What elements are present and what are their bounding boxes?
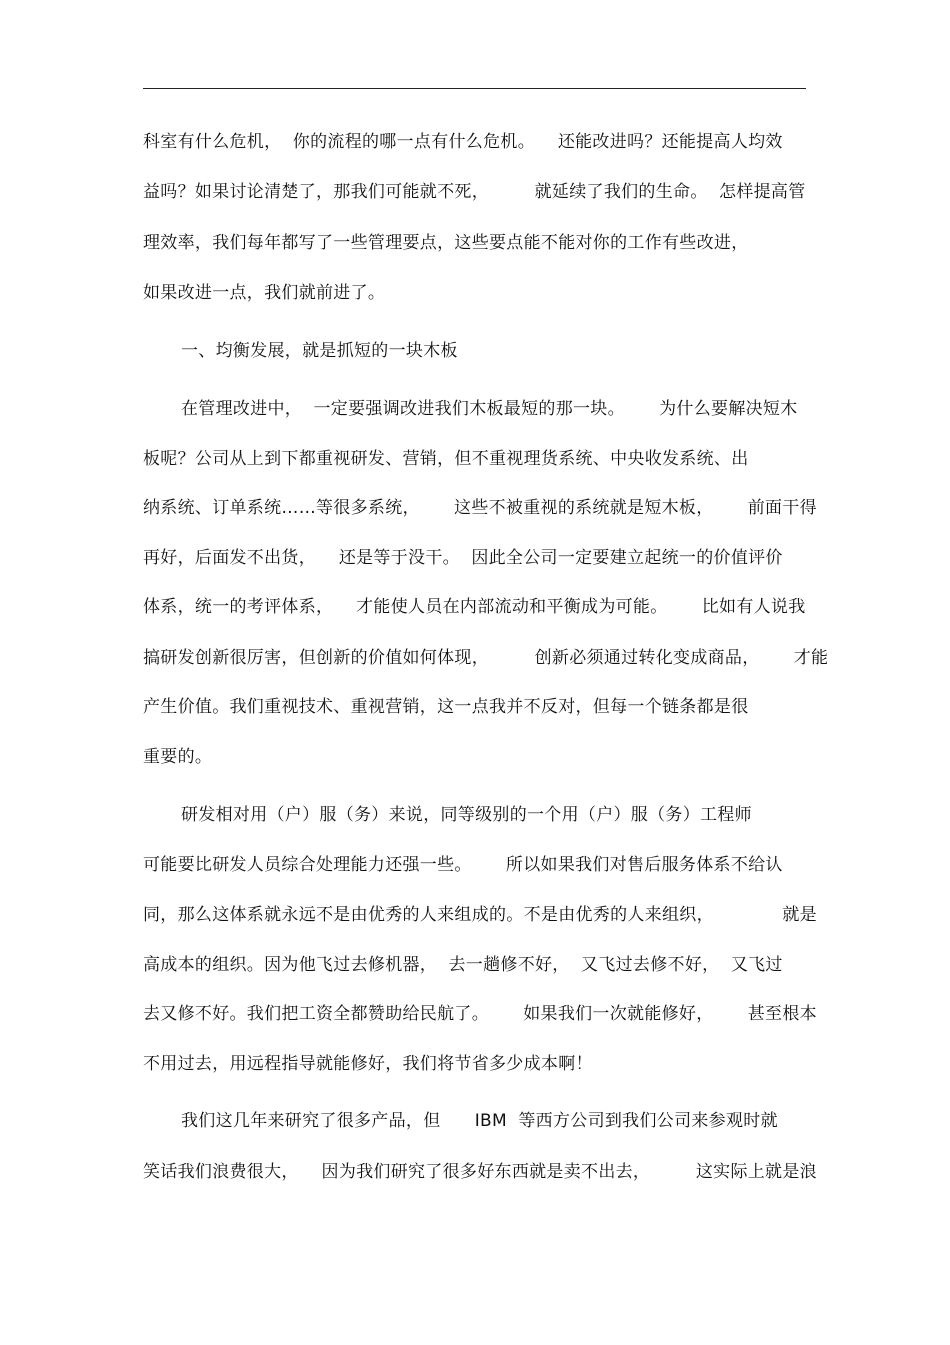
text-line: 可能要比研发人员综合处理能力还强一些。 所以如果我们对售后服务体系不给认 xyxy=(143,855,783,875)
text-line: 高成本的组织。因为他飞过去修机器， 去一趟修不好， 又飞过去修不好， 又飞过 xyxy=(143,955,783,975)
text-line: 益吗？如果讨论清楚了，那我们可能就不死， 就延续了我们的生命。 怎样提高管 xyxy=(143,182,806,202)
text-line: 搞研发创新很厉害，但创新的价值如何体现， 创新必须通过转化变成商品， 才能 xyxy=(143,648,829,668)
text-line: 产生价值。我们重视技术、重视营销，这一点我并不反对，但每一个链条都是很 xyxy=(143,697,749,717)
text-line: 同，那么这体系就永远不是由优秀的人来组成的。不是由优秀的人来组织， 就是 xyxy=(143,905,817,925)
text-line: 板呢？公司从上到下都重视研发、营销，但不重视理货系统、中央收发系统、出 xyxy=(143,449,749,469)
text-line: 研发相对用（户）服（务）来说，同等级别的一个用（户）服（务）工程师 xyxy=(181,805,752,825)
text-line: 理效率，我们每年都写了一些管理要点，这些要点能不能对你的工作有些改进， xyxy=(143,233,749,253)
text-line: 去又修不好。我们把工资全都赞助给民航了。 如果我们一次就能修好， 甚至根本 xyxy=(143,1004,817,1024)
text-line: 笑话我们浪费很大， 因为我们研究了很多好东西就是卖不出去， 这实际上就是浪 xyxy=(143,1162,817,1182)
text-line: 重要的。 xyxy=(143,747,213,767)
text-line: 体系，统一的考评体系， 才能使人员在内部流动和平衡成为可能。 比如有人说我 xyxy=(143,597,806,617)
text-line: 在管理改进中， 一定要强调改进我们木板最短的那一块。 为什么要解决短木 xyxy=(181,399,798,419)
section-heading: 一、均衡发展，就是抓短的一块木板 xyxy=(181,341,458,361)
text-line: 如果改进一点，我们就前进了。 xyxy=(143,283,386,303)
text-line: 不用过去，用远程指导就能修好，我们将节省多少成本啊！ xyxy=(143,1054,593,1074)
text-line: 科室有什么危机， 你的流程的哪一点有什么危机。 还能改进吗？还能提高人均效 xyxy=(143,132,783,152)
text-line: 纳系统、订单系统……等很多系统， 这些不被重视的系统就是短木板， 前面干得 xyxy=(143,498,817,518)
text-line: 再好，后面发不出货， 还是等于没干。 因此全公司一定要建立起统一的价值评价 xyxy=(143,548,783,568)
text-line: 我们这几年来研究了很多产品，但 IBM 等西方公司到我们公司来参观时就 xyxy=(181,1111,778,1131)
header-rule xyxy=(143,88,806,89)
